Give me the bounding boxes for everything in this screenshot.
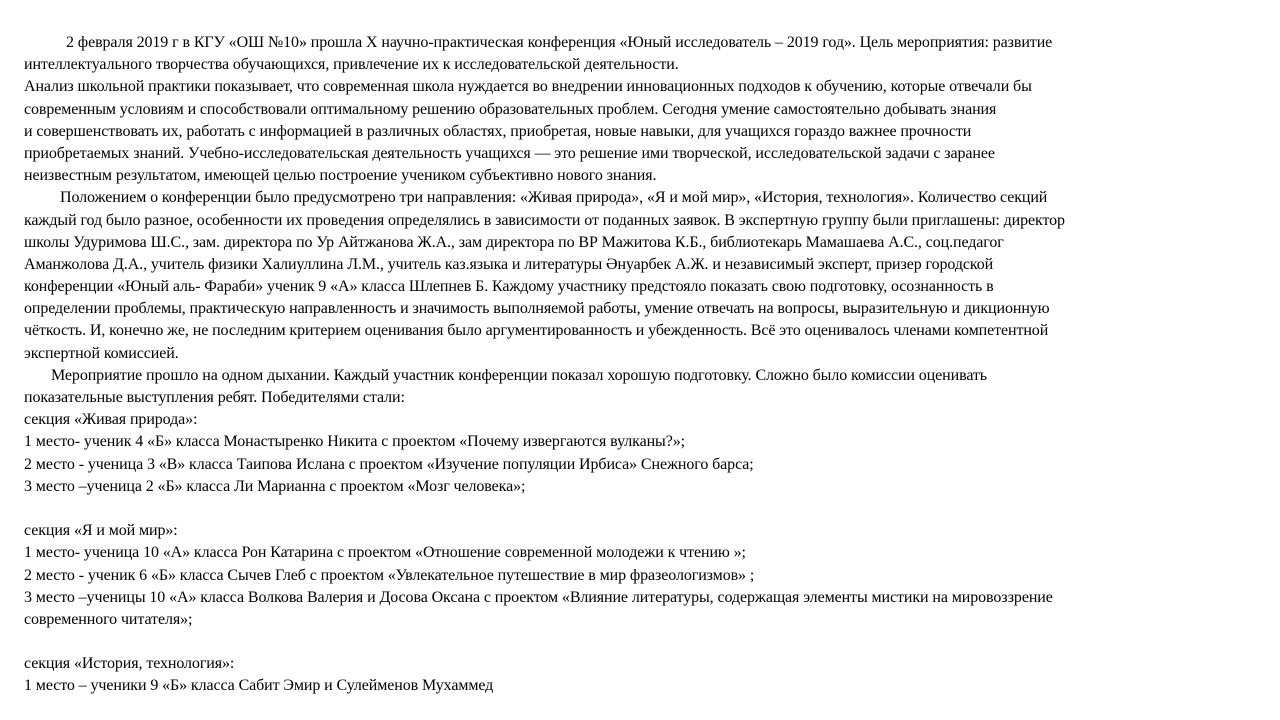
section-title: секция «История, технология»:	[24, 655, 235, 673]
place-entry: 1 место – ученики 9 «Б» класса Сабит Эмир и Сулейменов Мухаммед	[24, 677, 494, 695]
place-entry: 2 место - ученик 6 «Б» класса Сычев Глеб с проектом «Увлекательное путешествие в мир фразеологизмов» ;	[24, 566, 755, 584]
place-entry: 3 место –ученица 2 «Б» класса Ли Марианна с проектом «Мозг человека»;	[24, 477, 526, 495]
text-line: приобретаемых знаний. Учебно-исследовательская деятельность учащихся — это решение ими творческой, исследовательской задачи с заранее	[24, 144, 995, 162]
text-line: Мероприятие прошло на одном дыхании. Каждый участник конференции показал хорошую подготовку. Сложно было комиссии оценивать	[51, 366, 987, 384]
text-line: и совершенствовать их, работать с информацией в различных областях, приобретая, новые навыки, для учащихся гораздо важнее прочности	[24, 122, 972, 140]
place-entry: 1 место- ученица 10 «А» класса Рон Катарина с проектом «Отношение современной молодежи к чтению »;	[24, 544, 746, 562]
paragraph-analysis	[24, 76, 1250, 187]
spacer	[24, 498, 1250, 520]
text-line: чёткость. И, конечно же, не последним критерием оценивания было аргументированность и убежденность. Всё это оценивалось членами компетентной	[24, 322, 1049, 340]
section-my-world	[24, 520, 1250, 631]
paragraph-regulations	[24, 187, 1250, 365]
section-history	[24, 653, 1250, 697]
text-line: 2 февраля 2019 г в КГУ «ОШ №10» прошла X научно-практическая конференция «Юный исследователь – 2019 год». Цель мероприятия: развитие	[66, 34, 1053, 51]
text-line: определении проблемы, практическую направленность и значимость выполняемой работы, умение отвечать на вопросы, выразительную и дикционную	[24, 300, 1050, 318]
spacer	[24, 631, 1250, 653]
place-entry: 3 место –ученицы 10 «А» класса Волкова Валерия и Досова Оксана с проектом «Влияние литературы, содержащая элементы мистики на мировоззрение	[24, 588, 1053, 606]
text-line: экспертной комиссией.	[24, 344, 179, 362]
section-title: секция «Я и мой мир»:	[24, 522, 178, 540]
text-line: конференции «Юный аль- Фараби» ученик 9 «А» класса Шлепнев Б. Каждому участнику предстояло показать свою подготовку, осознанность в	[24, 278, 994, 296]
text-line: Положением о конференции было предусмотрено три направления: «Живая природа», «Я и мой мир», «История, технология». Количество секций	[60, 189, 1048, 207]
text-line: Анализ школьной практики показывает, что современная школа нуждается во внедрении инновационных подходов к обучению, которые отвечали бы	[24, 78, 1032, 96]
place-entry: современного читателя»;	[24, 610, 193, 628]
place-entry: 2 место - ученица 3 «В» класса Таипова Ислана с проектом «Изучение популяции Ирбиса» Снежного барса;	[24, 455, 754, 473]
text-line: каждый год было разное, особенности их проведения определялись в зависимости от поданных заявок. В экспертную группу были приглашены: директор	[24, 211, 1065, 229]
text-line: неизвестным результатом, имеющей целью построение учеником субъективно нового знания.	[24, 167, 657, 185]
section-nature	[24, 409, 1250, 498]
text-line: Аманжолова Д.А., учитель физики Халиуллина Л.М., учитель каз.языка и литературы Әнуарбек А.Ж. и независимый эксперт, призер городской	[24, 255, 994, 273]
text-line: школы Удуримова Ш.С., зам. директора по Ур Айтжанова Ж.А., зам директора по ВР Мажитова К.Б., библиотекарь Мамашаева А.С., соц.педагог	[24, 233, 1004, 251]
paragraph-results	[24, 365, 1250, 409]
text-line: показательные выступления ребят. Победителями стали:	[24, 389, 405, 406]
paragraph-intro	[24, 32, 1250, 76]
text-line: интеллектуального творчества обучающихся, привлечение их к исследовательской деятельности.	[24, 56, 679, 74]
text-line: современным условиям и способствовали оптимальному решению образовательных проблем. Сегодня умение самостоятельно добывать знания	[24, 100, 997, 118]
section-title: секция «Живая природа»:	[24, 411, 198, 429]
place-entry: 1 место- ученик 4 «Б» класса Монастыренко Никита с проектом «Почему извергаются вулканы?»;	[24, 433, 685, 451]
